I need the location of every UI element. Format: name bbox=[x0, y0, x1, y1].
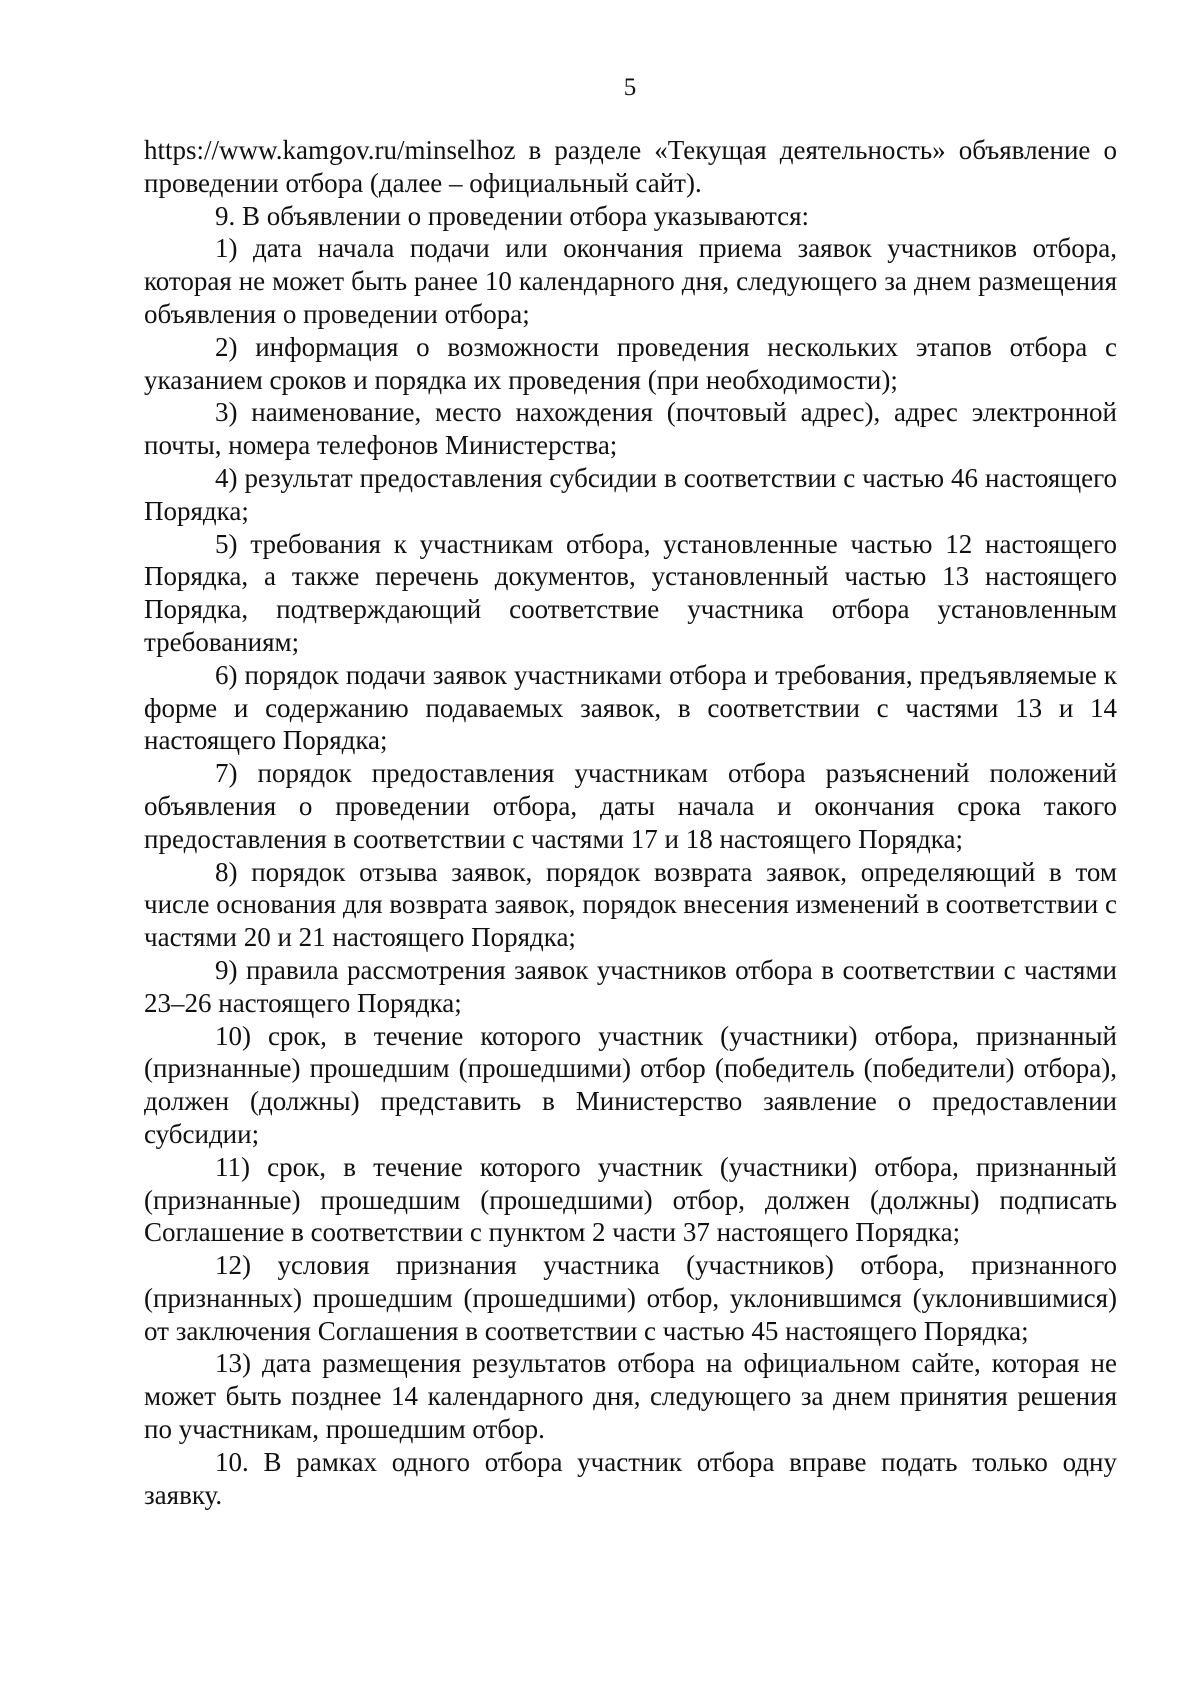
list-item-10: 10) срок, в течение которого участник (участники) отбора, признанный (признанные) прошедшим (прошедшими) отбор (победитель (победители) отбора), должен (должны) представить в Министерство заявление о предоставлении субсидии; bbox=[144, 1020, 1117, 1149]
list-item-5: 5) требования к участникам отбора, установленные частью 12 настоящего Порядка, а также перечень документов, установленный частью 13 настоящего Порядка, подтверждающий соответствие участника отбора установленным требованиям; bbox=[144, 528, 1117, 657]
list-item-12: 12) условия признания участника (участников) отбора, признанного (признанных) прошедшим (прошедшими) отбор, уклонившимся (уклонившимися) от заключения Соглашения в соответствии с частью 45 настоящего Порядка; bbox=[144, 1250, 1117, 1346]
paragraph-section-9: 9. В объявлении о проведении отбора указываются: bbox=[215, 200, 810, 231]
list-item-9: 9) правила рассмотрения заявок участников отбора в соответствии с частями 23–26 настоящего Порядка; bbox=[144, 954, 1117, 1018]
list-item-6: 6) порядок подачи заявок участниками отбора и требования, предъявляемые к форме и содержанию подаваемых заявок, в соответствии с частями 13 и 14 настоящего Порядка; bbox=[144, 659, 1117, 756]
list-item-11: 11) срок, в течение которого участник (участники) отбора, признанный (признанные) прошедшим (прошедшими) отбор, должен (должны) подписать Соглашение в соответствии с пунктом 2 части 37 настоящего Порядка; bbox=[144, 1151, 1117, 1248]
paragraph-website-continuation: https://www.kamgov.ru/minselhoz в разделе «Текущая деятельность» объявление о проведении отбора (далее – официальный сайт). bbox=[144, 135, 1117, 198]
list-item-4: 4) результат предоставления субсидии в соответствии с частью 46 настоящего Порядка; bbox=[144, 462, 1117, 526]
document-body bbox=[144, 134, 1117, 1511]
list-item-3: 3) наименование, место нахождения (почтовый адрес), адрес электронной почты, номера телефонов Министерства; bbox=[144, 397, 1117, 461]
list-item-7: 7) порядок предоставления участникам отбора разъяснений положений объявления о проведении отбора, даты начала и окончания срока такого предоставления в соответствии с частями 17 и 18 настоящего Порядка; bbox=[144, 758, 1117, 854]
list-item-1: 1) дата начала подачи или окончания приема заявок участников отбора, которая не может быть ранее 10 календарного дня, следующего за днем размещения объявления о проведении отбора; bbox=[144, 233, 1117, 329]
list-item-8: 8) порядок отзыва заявок, порядок возврата заявок, определяющий в том числе основания для возврата заявок, порядок внесения изменений в соответствии с частями 20 и 21 настоящего Порядка; bbox=[144, 856, 1117, 953]
list-item-2: 2) информация о возможности проведения нескольких этапов отбора с указанием сроков и порядка их проведения (при необходимости); bbox=[144, 331, 1117, 395]
list-item-13: 13) дата размещения результатов отбора на официальном сайте, которая не может быть позднее 14 календарного дня, следующего за днем принятия решения по участникам, прошедшим отбор. bbox=[144, 1348, 1117, 1445]
page-number: 5 bbox=[623, 74, 637, 101]
paragraph-section-10: 10. В рамках одного отбора участник отбора вправе подать только одну заявку. bbox=[144, 1446, 1117, 1510]
